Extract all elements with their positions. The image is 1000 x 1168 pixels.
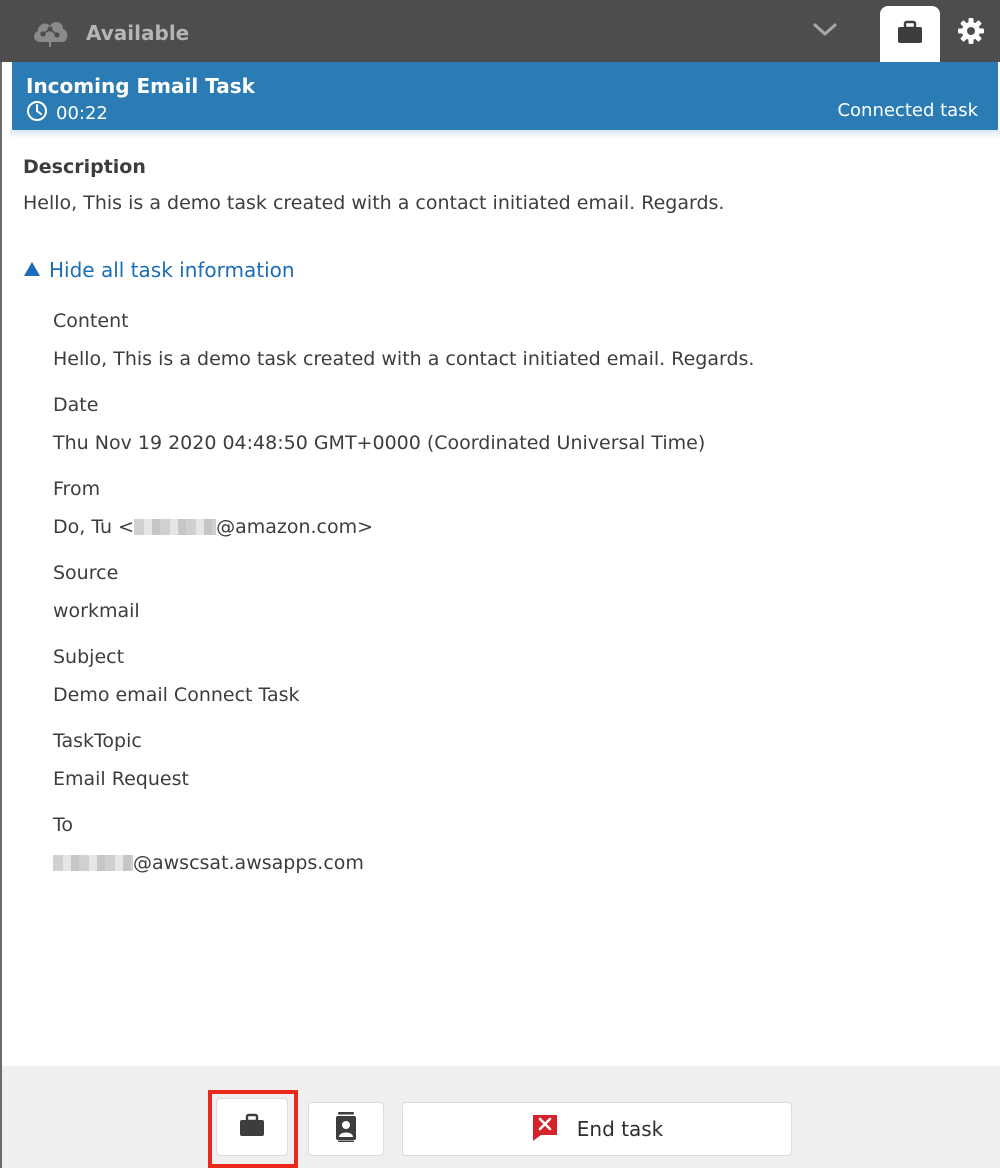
briefcase-icon: [897, 20, 923, 48]
task-title: Incoming Email Task: [26, 74, 255, 98]
close-icon: [531, 1113, 559, 1146]
highlight-box: [208, 1090, 298, 1168]
end-task-label: End task: [576, 1117, 664, 1141]
cloud-network-icon: [30, 14, 70, 52]
field-label-tasktopic: TaskTopic: [53, 730, 142, 752]
field-label-date: Date: [53, 394, 99, 416]
agent-status-selector[interactable]: [30, 14, 189, 52]
redacted-text: [53, 855, 133, 871]
status-dropdown-button[interactable]: [806, 16, 844, 48]
field-value-source: workmail: [53, 600, 140, 622]
field-value-content: Hello, This is a demo task created with a contact initiated email. Regards.: [53, 348, 755, 370]
contact-banner: [12, 62, 998, 134]
redacted-text: [134, 519, 216, 535]
banner-shadow: [10, 130, 1000, 138]
agent-status-label: Available: [86, 21, 190, 45]
hide-task-info-toggle[interactable]: [23, 258, 983, 282]
task-timer: [26, 100, 108, 127]
chevron-down-icon: [812, 22, 838, 42]
field-label-source: Source: [53, 562, 119, 584]
timer-value: 00:22: [56, 103, 108, 124]
description-heading: Description: [23, 156, 146, 178]
triangle-up-icon: [23, 258, 41, 282]
field-value-from: [53, 516, 983, 538]
field-value-tasktopic: Email Request: [53, 768, 189, 790]
window-frame-edge: [0, 0, 2, 1168]
task-attributes: [53, 310, 983, 874]
top-bar: [0, 0, 1000, 62]
settings-button[interactable]: [950, 12, 992, 54]
clock-icon: [26, 100, 48, 127]
from-name: Do, Tu <: [53, 516, 135, 538]
contact-book-icon: [335, 1112, 357, 1146]
end-task-button[interactable]: [402, 1102, 792, 1156]
tab-task[interactable]: [880, 6, 940, 62]
gear-icon: [957, 17, 985, 49]
field-value-subject: Demo email Connect Task: [53, 684, 300, 706]
description-text: Hello, This is a demo task created with a contact initiated email. Regards.: [23, 192, 725, 214]
field-label-from: From: [53, 478, 101, 500]
field-value-date: Thu Nov 19 2020 04:48:50 GMT+0000 (Coordinated Universal Time): [53, 432, 706, 454]
quick-connects-button[interactable]: [308, 1102, 384, 1156]
to-domain: @awscsat.awsapps.com: [133, 852, 364, 874]
from-domain: @amazon.com>: [216, 516, 374, 538]
field-value-to: [53, 852, 983, 874]
field-label-subject: Subject: [53, 646, 125, 668]
field-label-to: To: [53, 814, 74, 836]
task-status: Connected task: [837, 100, 978, 121]
hide-task-info-label: Hide all task information: [49, 258, 295, 282]
field-label-content: Content: [53, 310, 129, 332]
task-details: [23, 150, 983, 898]
